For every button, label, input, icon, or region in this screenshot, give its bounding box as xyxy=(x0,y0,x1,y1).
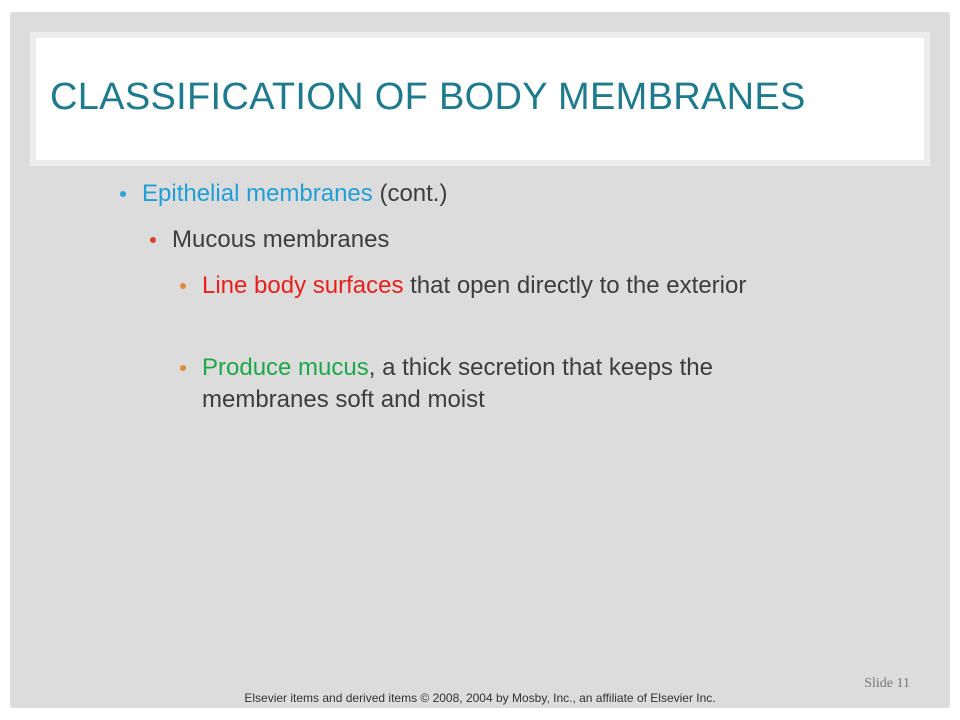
bullet-level3 xyxy=(202,352,842,416)
bullet-highlight: Produce mucus xyxy=(202,354,369,381)
bullet-highlight: Line body surfaces xyxy=(202,272,404,299)
bullet-level1 xyxy=(142,178,902,210)
bullet-text: (cont.) xyxy=(372,180,448,207)
bullet-level3 xyxy=(202,270,842,302)
slide-title: CLASSIFICATION OF BODY MEMBRANES xyxy=(50,76,806,118)
bullet-dot-icon xyxy=(150,237,156,243)
bullet-highlight: Epithelial membranes xyxy=(142,180,373,207)
slide-content xyxy=(10,12,950,708)
bullet-text: Mucous membranes xyxy=(172,226,390,253)
slide xyxy=(10,12,950,708)
bullet-dot-icon xyxy=(180,365,186,371)
copyright-footer: Elsevier items and derived items © 2008, 2004 by Mosby, Inc., an affiliate of Elsevier Inc. xyxy=(244,691,716,705)
bullet-text: , a thick secretion that keeps the membranes soft and moist xyxy=(202,354,713,413)
slide-number: Slide 11 xyxy=(864,676,910,691)
bullet-dot-icon xyxy=(120,191,126,197)
bullet-dot-icon xyxy=(180,283,186,289)
bullet-text: that open directly to the exterior xyxy=(403,272,747,299)
bullet-level2 xyxy=(172,224,892,256)
